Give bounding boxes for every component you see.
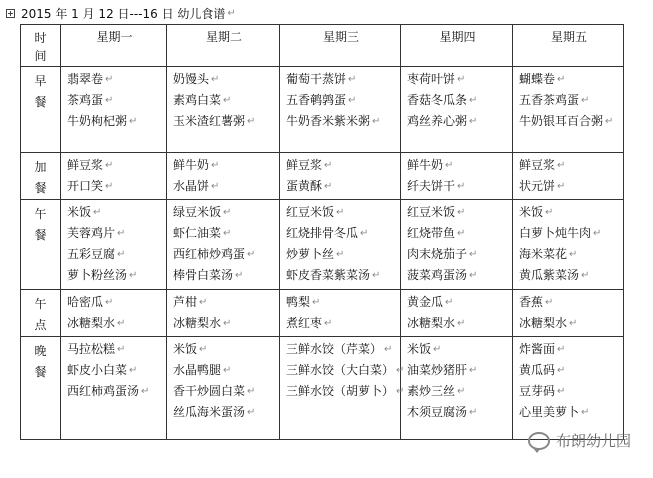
menu-cell <box>513 200 624 290</box>
paragraph-mark-icon: ↵ <box>211 181 220 192</box>
paragraph-mark-icon: ↵ <box>469 116 478 127</box>
dish-item: 五香茶鸡蛋 <box>519 93 580 107</box>
paragraph-mark-icon: ↵ <box>457 74 466 85</box>
menu-cell <box>61 337 167 440</box>
paragraph-mark-icon: ↵ <box>247 249 256 260</box>
menu-cell <box>61 290 167 337</box>
dish-line <box>407 381 508 402</box>
meal-name-cell <box>21 153 61 200</box>
table-move-handle-icon[interactable] <box>6 9 15 18</box>
meal-name-cell <box>21 290 61 337</box>
dish-line <box>173 176 275 197</box>
dish-item: 鲜豆浆 <box>67 158 104 172</box>
meal-name-char: 午 <box>34 207 47 221</box>
dish-item: 鲜豆浆 <box>286 158 323 172</box>
paragraph-mark-icon: ↵ <box>223 95 232 106</box>
paragraph-mark-icon: ↵ <box>211 74 220 85</box>
header-row <box>21 25 624 67</box>
dish-line <box>286 69 396 90</box>
dish-line <box>173 223 275 244</box>
paragraph-mark-icon: ↵ <box>105 160 114 171</box>
menu-cell <box>401 153 513 200</box>
dish-line <box>67 339 162 360</box>
dish-item: 素鸡白菜 <box>173 93 222 107</box>
paragraph-mark-icon: ↵ <box>457 228 466 239</box>
dish-line <box>173 69 275 90</box>
day-label: 星期四 <box>439 30 476 44</box>
dish-item: 鸭梨 <box>286 295 311 309</box>
dish-line <box>407 313 508 334</box>
dish-item: 翡翠卷 <box>67 72 104 86</box>
day-label: 星期三 <box>322 30 359 44</box>
dish-item: 绿豆米饭 <box>173 205 222 219</box>
paragraph-mark-icon: ↵ <box>469 365 478 376</box>
menu-cell <box>513 67 624 153</box>
dish-line <box>286 90 396 111</box>
dish-line <box>519 155 619 176</box>
meal-name-cell <box>21 337 61 440</box>
dish-line <box>407 90 508 111</box>
paragraph-mark-icon: ↵ <box>581 407 590 418</box>
dish-line <box>286 202 396 223</box>
dish-line <box>286 265 396 286</box>
dish-line <box>67 265 162 286</box>
paragraph-mark-icon: ↵ <box>457 318 466 329</box>
menu-cell <box>401 290 513 337</box>
dish-line <box>67 313 162 334</box>
paragraph-mark-icon: ↵ <box>247 386 256 397</box>
dish-item: 鸡丝养心粥 <box>407 114 468 128</box>
dish-line <box>67 223 162 244</box>
dish-item: 米饭 <box>173 342 198 356</box>
dish-line <box>407 111 508 132</box>
paragraph-mark-icon: ↵ <box>557 386 566 397</box>
dish-line <box>407 69 508 90</box>
paragraph-mark-icon: ↵ <box>457 181 466 192</box>
dish-line <box>407 402 508 423</box>
menu-cell <box>167 337 280 440</box>
dish-item: 虾皮小白菜 <box>67 363 128 377</box>
dish-line <box>67 90 162 111</box>
dish-item: 丝瓜海米蛋汤 <box>173 405 246 419</box>
menu-cell <box>280 337 405 440</box>
dish-item: 西红柿鸡蛋汤 <box>67 384 140 398</box>
dish-line <box>519 223 619 244</box>
dish-line <box>286 292 396 313</box>
dish-line <box>173 402 275 423</box>
dish-line <box>173 313 275 334</box>
dish-line <box>67 381 162 402</box>
dish-line <box>173 381 275 402</box>
dish-item: 三鲜水饺（大白菜） <box>286 363 395 377</box>
dish-line <box>407 265 508 286</box>
paragraph-mark-icon: ↵ <box>557 181 566 192</box>
paragraph-mark-icon: ↵ <box>457 386 466 397</box>
dish-item: 红豆米饭 <box>286 205 335 219</box>
dish-item: 牛奶香米紫米粥 <box>286 114 371 128</box>
dish-line <box>173 244 275 265</box>
dish-item: 马拉松糕 <box>67 342 116 356</box>
dish-item: 菠菜鸡蛋汤 <box>407 268 468 282</box>
dish-line <box>286 176 396 197</box>
dish-item: 五香鹌鹑蛋 <box>286 93 347 107</box>
dish-item: 五彩豆腐 <box>67 247 116 261</box>
paragraph-mark-icon: ↵ <box>336 249 345 260</box>
dish-item: 黄瓜紫菜汤 <box>519 268 580 282</box>
menu-cell <box>401 67 513 153</box>
paragraph-mark-icon: ↵ <box>129 116 138 127</box>
dish-item: 茶鸡蛋 <box>67 93 104 107</box>
day-label: 星期二 <box>205 30 242 44</box>
dish-item: 香干炒圆白菜 <box>173 384 246 398</box>
menu-cell <box>61 153 167 200</box>
dish-line <box>519 402 619 423</box>
menu-cell <box>280 67 401 153</box>
dish-item: 红烧排骨冬瓜 <box>286 226 359 240</box>
paragraph-mark-icon: ↵ <box>557 365 566 376</box>
dish-line <box>173 202 275 223</box>
dish-line <box>286 155 396 176</box>
dish-item: 肉末烧茄子 <box>407 247 468 261</box>
watermark <box>528 430 631 451</box>
dish-line <box>173 339 275 360</box>
paragraph-mark-icon: ↵ <box>605 116 614 127</box>
dish-item: 水晶饼 <box>173 179 210 193</box>
paragraph-mark-icon: ↵ <box>581 95 590 106</box>
dish-item: 炸酱面 <box>519 342 556 356</box>
dish-item: 香蕉 <box>519 295 544 309</box>
dish-item: 红豆米饭 <box>407 205 456 219</box>
paragraph-mark-icon: ↵ <box>235 270 244 281</box>
dish-item: 黄金瓜 <box>407 295 444 309</box>
dish-line <box>407 202 508 223</box>
dish-line <box>519 339 619 360</box>
menu-cell <box>167 153 280 200</box>
title-row <box>6 4 236 22</box>
meal-name-char: 餐 <box>34 95 47 109</box>
paragraph-mark-icon: ↵ <box>469 270 478 281</box>
paragraph-mark-icon: ↵ <box>372 116 381 127</box>
paragraph-mark-icon: ↵ <box>129 365 138 376</box>
dish-item: 西红柿炒鸡蛋 <box>173 247 246 261</box>
dish-item: 海米菜花 <box>519 247 568 261</box>
menu-cell <box>513 337 624 440</box>
paragraph-mark-icon: ↵ <box>223 365 232 376</box>
menu-cell <box>167 200 280 290</box>
dish-line <box>407 360 508 381</box>
dish-line <box>286 339 396 360</box>
paragraph-mark-icon: ↵ <box>445 297 454 308</box>
paragraph-mark-icon: ↵ <box>247 116 256 127</box>
meal-name-cell <box>21 200 61 290</box>
paragraph-mark-icon: ↵ <box>93 207 102 218</box>
menu-cell <box>167 67 280 153</box>
meal-name-char: 晚 <box>34 344 47 358</box>
dish-item: 鲜牛奶 <box>173 158 210 172</box>
dish-line <box>519 244 619 265</box>
dish-item: 虾仁油菜 <box>173 226 222 240</box>
menu-cell <box>280 200 401 290</box>
paragraph-mark-icon: ↵ <box>324 181 333 192</box>
header-day-1 <box>61 25 167 67</box>
dish-item: 木须豆腐汤 <box>407 405 468 419</box>
dish-line <box>286 223 396 244</box>
dish-line <box>407 244 508 265</box>
dish-item: 素炒三丝 <box>407 384 456 398</box>
dish-item: 纤夫饼干 <box>407 179 456 193</box>
paragraph-mark-icon: ↵ <box>593 228 602 239</box>
dish-item: 鲜牛奶 <box>407 158 444 172</box>
dish-item: 蛋黄酥 <box>286 179 323 193</box>
meal-name-cell <box>21 67 61 153</box>
dish-item: 枣荷叶饼 <box>407 72 456 86</box>
dish-line <box>67 360 162 381</box>
header-day-4 <box>401 25 513 67</box>
dish-line <box>67 244 162 265</box>
paragraph-mark-icon: ↵ <box>545 297 554 308</box>
dish-line <box>519 360 619 381</box>
paragraph-mark-icon: ↵ <box>557 344 566 355</box>
paragraph-mark-icon: ↵ <box>545 207 554 218</box>
dish-item: 白萝卜炖牛肉 <box>519 226 592 240</box>
dish-line <box>519 292 619 313</box>
paragraph-mark-icon: ↵ <box>105 74 114 85</box>
dish-line <box>407 176 508 197</box>
paragraph-mark-icon: ↵ <box>312 297 321 308</box>
dish-item: 哈密瓜 <box>67 295 104 309</box>
dish-item: 奶馒头 <box>173 72 210 86</box>
paragraph-mark-icon: ↵ <box>227 7 236 19</box>
dish-item: 葡萄干蒸饼 <box>286 72 347 86</box>
paragraph-mark-icon: ↵ <box>324 160 333 171</box>
menu-table <box>20 24 624 440</box>
paragraph-mark-icon: ↵ <box>223 228 232 239</box>
dish-line <box>407 292 508 313</box>
dish-line <box>519 202 619 223</box>
paragraph-mark-icon: ↵ <box>105 95 114 106</box>
paragraph-mark-icon: ↵ <box>105 181 114 192</box>
menu-cell <box>280 153 401 200</box>
dish-item: 三鲜水饺（胡萝卜） <box>286 384 395 398</box>
paragraph-mark-icon: ↵ <box>557 160 566 171</box>
paragraph-mark-icon: ↵ <box>117 249 126 260</box>
paragraph-mark-icon: ↵ <box>117 228 126 239</box>
paragraph-mark-icon: ↵ <box>445 160 454 171</box>
meal-name-char: 加 <box>34 160 47 174</box>
dish-item: 牛奶枸杞粥 <box>67 114 128 128</box>
meal-name-char: 点 <box>34 318 47 332</box>
paragraph-mark-icon: ↵ <box>199 297 208 308</box>
meal-row <box>21 337 624 440</box>
paragraph-mark-icon: ↵ <box>105 297 114 308</box>
paragraph-mark-icon: ↵ <box>372 270 381 281</box>
dish-line <box>67 155 162 176</box>
dish-item: 开口笑 <box>67 179 104 193</box>
header-day-2 <box>167 25 280 67</box>
dish-item: 煮红枣 <box>286 316 323 330</box>
dish-line <box>67 69 162 90</box>
meal-row <box>21 67 624 153</box>
chat-bubble-icon <box>528 432 550 450</box>
dish-line <box>519 313 619 334</box>
paragraph-mark-icon: ↵ <box>569 249 578 260</box>
dish-line <box>286 244 396 265</box>
meal-row <box>21 290 624 337</box>
paragraph-mark-icon: ↵ <box>223 207 232 218</box>
menu-cell <box>61 200 167 290</box>
dish-line <box>286 381 405 402</box>
dish-item: 鲜豆浆 <box>519 158 556 172</box>
dish-line <box>519 111 619 132</box>
dish-line <box>173 90 275 111</box>
paragraph-mark-icon: ↵ <box>557 74 566 85</box>
menu-cell <box>401 200 513 290</box>
dish-line <box>173 155 275 176</box>
document-title: 2015 年 1 月 12 日---16 日 幼儿食谱 <box>21 6 226 21</box>
menu-cell <box>280 290 401 337</box>
dish-line <box>286 111 396 132</box>
dish-item: 玉米渣红薯粥 <box>173 114 246 128</box>
dish-item: 米饭 <box>407 342 432 356</box>
dish-item: 黄瓜码 <box>519 363 556 377</box>
dish-line <box>519 90 619 111</box>
paragraph-mark-icon: ↵ <box>211 160 220 171</box>
dish-item: 香菇冬瓜条 <box>407 93 468 107</box>
paragraph-mark-icon: ↵ <box>457 207 466 218</box>
paragraph-mark-icon: ↵ <box>247 407 256 418</box>
dish-item: 棒骨白菜汤 <box>173 268 234 282</box>
dish-item: 炒萝卜丝 <box>286 247 335 261</box>
dish-line <box>67 292 162 313</box>
meal-row <box>21 153 624 200</box>
paragraph-mark-icon: ↵ <box>581 270 590 281</box>
paragraph-mark-icon: ↵ <box>117 318 126 329</box>
dish-item: 冰糖梨水 <box>407 316 456 330</box>
dish-line <box>67 202 162 223</box>
menu-cell <box>61 67 167 153</box>
menu-cell <box>401 337 513 440</box>
dish-item: 蝴蝶卷 <box>519 72 556 86</box>
paragraph-mark-icon: ↵ <box>396 386 405 397</box>
paragraph-mark-icon: ↵ <box>433 344 442 355</box>
dish-line <box>407 223 508 244</box>
paragraph-mark-icon: ↵ <box>117 344 126 355</box>
watermark-text: 布朗幼儿园 <box>555 432 631 450</box>
dish-item: 冰糖梨水 <box>67 316 116 330</box>
paragraph-mark-icon: ↵ <box>141 386 150 397</box>
paragraph-mark-icon: ↵ <box>396 365 405 376</box>
dish-line <box>519 69 619 90</box>
paragraph-mark-icon: ↵ <box>360 228 369 239</box>
dish-item: 萝卜粉丝汤 <box>67 268 128 282</box>
corner-cell <box>21 25 61 67</box>
dish-line <box>519 265 619 286</box>
header-day-3 <box>280 25 401 67</box>
dish-item: 虾皮香菜紫菜汤 <box>286 268 371 282</box>
dish-line <box>519 381 619 402</box>
dish-item: 油菜炒猪肝 <box>407 363 468 377</box>
paragraph-mark-icon: ↵ <box>469 249 478 260</box>
dish-line <box>286 313 396 334</box>
meal-name-char: 午 <box>34 297 47 311</box>
meal-row <box>21 200 624 290</box>
corner-label-2: 间 <box>34 49 47 63</box>
paragraph-mark-icon: ↵ <box>199 344 208 355</box>
paragraph-mark-icon: ↵ <box>469 407 478 418</box>
menu-cell <box>513 153 624 200</box>
dish-item: 冰糖梨水 <box>519 316 568 330</box>
meal-name-char: 早 <box>34 74 47 88</box>
menu-cell <box>513 290 624 337</box>
dish-item: 状元饼 <box>519 179 556 193</box>
menu-cell <box>167 290 280 337</box>
paragraph-mark-icon: ↵ <box>336 207 345 218</box>
paragraph-mark-icon: ↵ <box>324 318 333 329</box>
dish-item: 三鲜水饺（芹菜） <box>286 342 383 356</box>
dish-line <box>286 360 405 381</box>
dish-item: 牛奶银耳百合粥 <box>519 114 604 128</box>
paragraph-mark-icon: ↵ <box>469 95 478 106</box>
dish-line <box>67 111 162 132</box>
dish-item: 米饭 <box>519 205 544 219</box>
header-day-5 <box>513 25 624 67</box>
dish-item: 豆芽码 <box>519 384 556 398</box>
paragraph-mark-icon: ↵ <box>223 318 232 329</box>
dish-line <box>173 111 275 132</box>
dish-line <box>173 292 275 313</box>
corner-label-1: 时 <box>34 31 47 45</box>
paragraph-mark-icon: ↵ <box>348 95 357 106</box>
dish-item: 水晶鸭腿 <box>173 363 222 377</box>
paragraph-mark-icon: ↵ <box>569 318 578 329</box>
dish-item: 冰糖梨水 <box>173 316 222 330</box>
dish-line <box>67 176 162 197</box>
dish-line <box>173 360 275 381</box>
day-label: 星期一 <box>96 30 133 44</box>
day-label: 星期五 <box>550 30 587 44</box>
dish-item: 芦柑 <box>173 295 198 309</box>
meal-name-char: 餐 <box>34 181 47 195</box>
dish-line <box>407 339 508 360</box>
dish-item: 心里美萝卜 <box>519 405 580 419</box>
meal-name-char: 餐 <box>34 228 47 242</box>
dish-item: 芙蓉鸡片 <box>67 226 116 240</box>
paragraph-mark-icon: ↵ <box>348 74 357 85</box>
meal-name-char: 餐 <box>34 365 47 379</box>
paragraph-mark-icon: ↵ <box>129 270 138 281</box>
dish-line <box>519 176 619 197</box>
dish-item: 米饭 <box>67 205 92 219</box>
dish-item: 红烧带鱼 <box>407 226 456 240</box>
paragraph-mark-icon: ↵ <box>384 344 393 355</box>
dish-line <box>407 155 508 176</box>
dish-line <box>173 265 275 286</box>
